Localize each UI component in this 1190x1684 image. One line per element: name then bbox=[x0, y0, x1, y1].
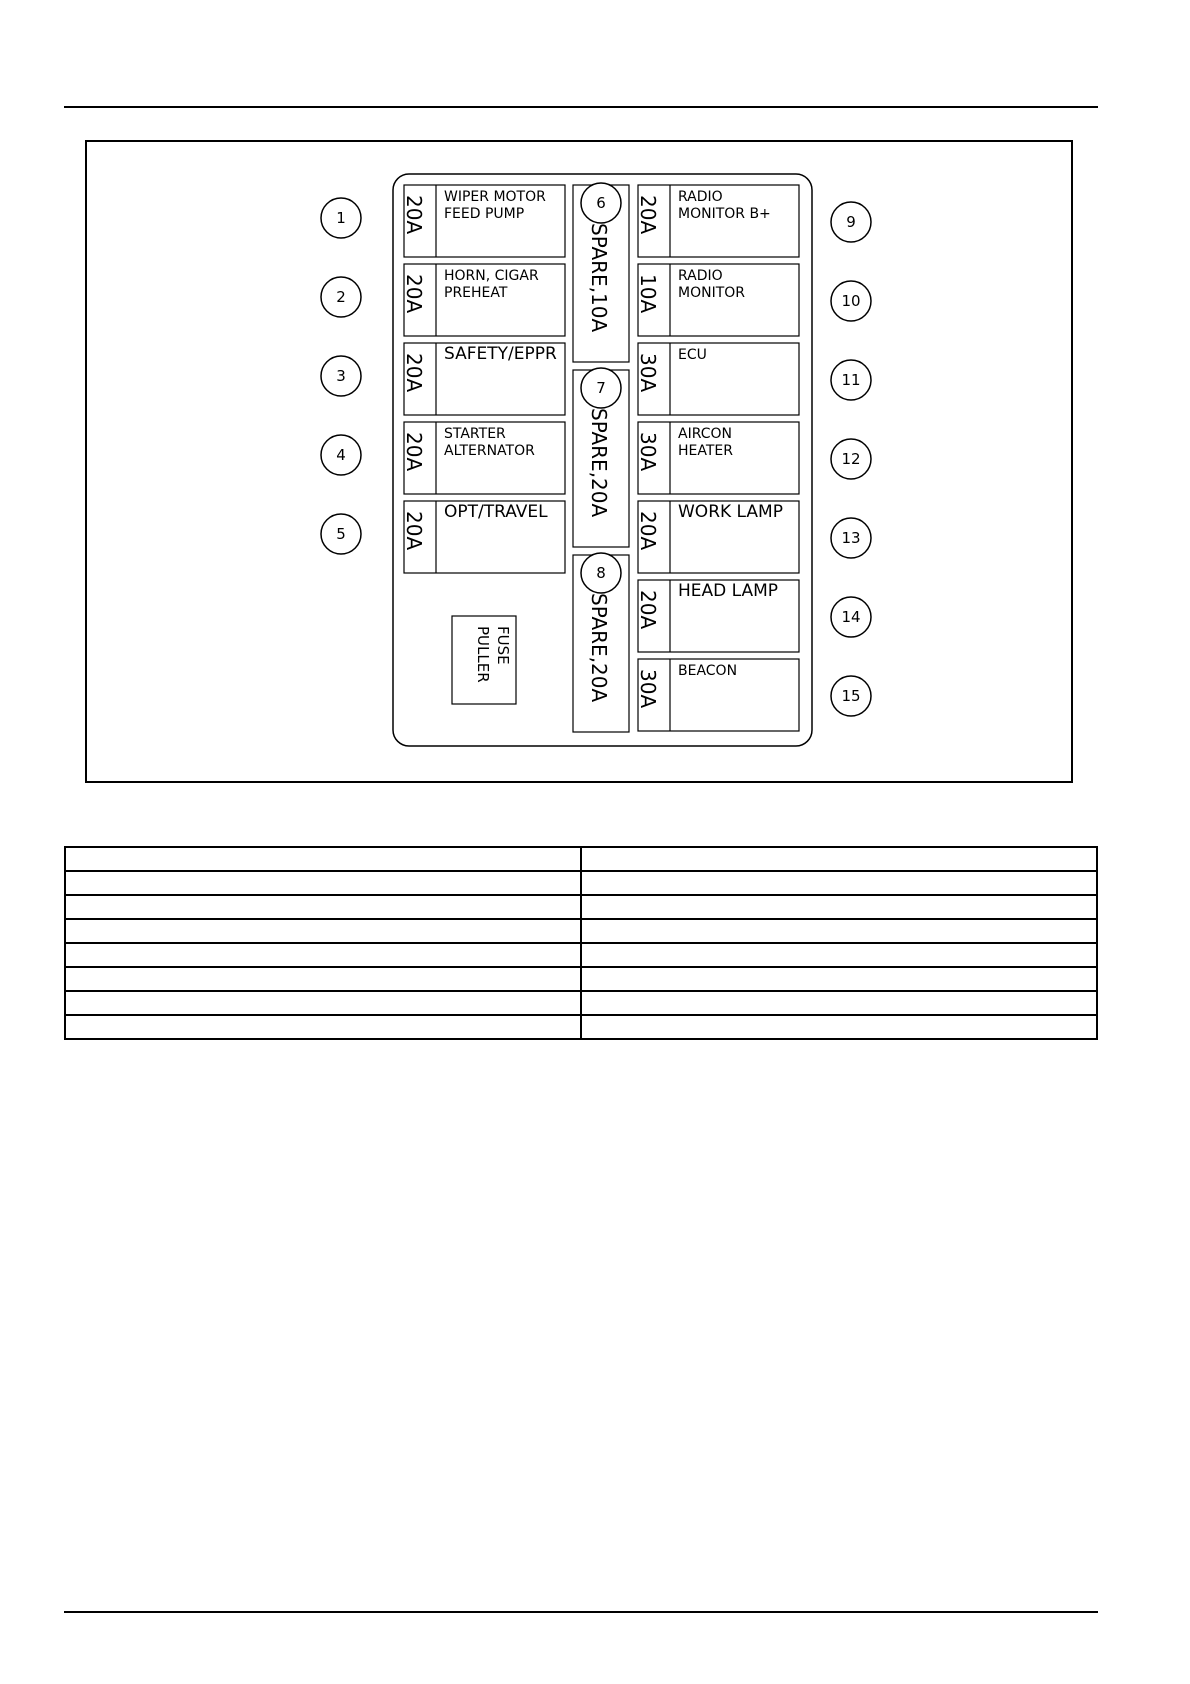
spare-fuse-label: SPARE,10A bbox=[587, 223, 611, 333]
right-fuse-rating: 20A bbox=[636, 195, 660, 235]
right-fuse-rating: 20A bbox=[636, 511, 660, 551]
footer-rule bbox=[64, 1611, 1098, 1613]
left-fuse-rating: 20A bbox=[402, 353, 426, 393]
left-fuse-rating: 20A bbox=[402, 511, 426, 551]
left-fuse-label: HORN, CIGAR bbox=[444, 268, 539, 284]
right-fuse-rating: 30A bbox=[636, 353, 660, 393]
right-fuse-rating: 20A bbox=[636, 590, 660, 630]
callout-number: 1 bbox=[336, 209, 346, 227]
table-cell bbox=[581, 1015, 1097, 1039]
table-cell bbox=[65, 1015, 581, 1039]
table-row bbox=[65, 943, 1097, 967]
callout-number: 4 bbox=[336, 446, 346, 464]
right-fuse-rating: 30A bbox=[636, 669, 660, 709]
callout-number: 9 bbox=[846, 213, 856, 231]
right-fuse-label: HEAD LAMP bbox=[678, 581, 779, 601]
callout-number: 12 bbox=[841, 450, 861, 468]
spare-fuse-label: SPARE,20A bbox=[587, 408, 611, 518]
callout-number: 10 bbox=[841, 292, 861, 310]
right-fuse-label: BEACON bbox=[678, 663, 738, 679]
right-fuse-label: WORK LAMP bbox=[678, 502, 783, 522]
table-cell bbox=[65, 967, 581, 991]
table-row bbox=[65, 967, 1097, 991]
right-fuse-rating: 30A bbox=[636, 432, 660, 472]
left-fuse-label: ALTERNATOR bbox=[444, 443, 535, 459]
right-fuse-slot bbox=[638, 343, 799, 415]
table-cell bbox=[65, 847, 581, 871]
right-fuse-label: MONITOR B+ bbox=[678, 206, 771, 222]
table-cell bbox=[581, 991, 1097, 1015]
table-cell bbox=[581, 871, 1097, 895]
table-cell bbox=[65, 895, 581, 919]
left-fuse-label: STARTER bbox=[444, 426, 506, 442]
table-row bbox=[65, 871, 1097, 895]
right-fuse-label: RADIO bbox=[678, 268, 723, 284]
table-cell bbox=[65, 919, 581, 943]
callout-number: 7 bbox=[596, 379, 606, 397]
table-cell bbox=[65, 871, 581, 895]
fuse-puller-label: FUSE bbox=[494, 626, 512, 665]
table-cell bbox=[65, 943, 581, 967]
table-row bbox=[65, 895, 1097, 919]
right-fuse-rating: 10A bbox=[636, 274, 660, 314]
table-row bbox=[65, 847, 1097, 871]
left-fuse-label: FEED PUMP bbox=[444, 206, 525, 222]
right-fuse-label: AIRCON bbox=[678, 426, 733, 442]
right-fuse-label: RADIO bbox=[678, 189, 723, 205]
table-row bbox=[65, 991, 1097, 1015]
table-cell bbox=[581, 895, 1097, 919]
table-cell bbox=[581, 967, 1097, 991]
callout-number: 13 bbox=[841, 529, 861, 547]
callout-number: 11 bbox=[841, 371, 861, 389]
callout-number: 8 bbox=[596, 564, 606, 582]
table-row bbox=[65, 1015, 1097, 1039]
callout-number: 14 bbox=[841, 608, 861, 626]
callout-number: 2 bbox=[336, 288, 346, 306]
table-row bbox=[65, 919, 1097, 943]
right-fuse-label: MONITOR bbox=[678, 285, 745, 301]
table-cell bbox=[65, 991, 581, 1015]
table-cell bbox=[581, 847, 1097, 871]
left-fuse-label: WIPER MOTOR bbox=[444, 189, 546, 205]
callout-number: 3 bbox=[336, 367, 346, 385]
left-fuse-label: OPT/TRAVEL bbox=[444, 502, 548, 522]
diagram-frame bbox=[86, 141, 1072, 782]
fuse-table bbox=[64, 846, 1098, 1040]
left-fuse-rating: 20A bbox=[402, 432, 426, 472]
right-fuse-label: ECU bbox=[678, 347, 707, 363]
callout-number: 5 bbox=[336, 525, 346, 543]
table-cell bbox=[581, 919, 1097, 943]
left-fuse-rating: 20A bbox=[402, 195, 426, 235]
fuse-puller-label: PULLER bbox=[474, 626, 492, 683]
left-fuse-label: PREHEAT bbox=[444, 285, 508, 301]
callout-number: 6 bbox=[596, 194, 606, 212]
spare-fuse-label: SPARE,20A bbox=[587, 593, 611, 703]
left-fuse-rating: 20A bbox=[402, 274, 426, 314]
left-fuse-label: SAFETY/EPPR bbox=[444, 344, 557, 364]
table-cell bbox=[581, 943, 1097, 967]
right-fuse-label: HEATER bbox=[678, 443, 733, 459]
callout-number: 15 bbox=[841, 687, 861, 705]
